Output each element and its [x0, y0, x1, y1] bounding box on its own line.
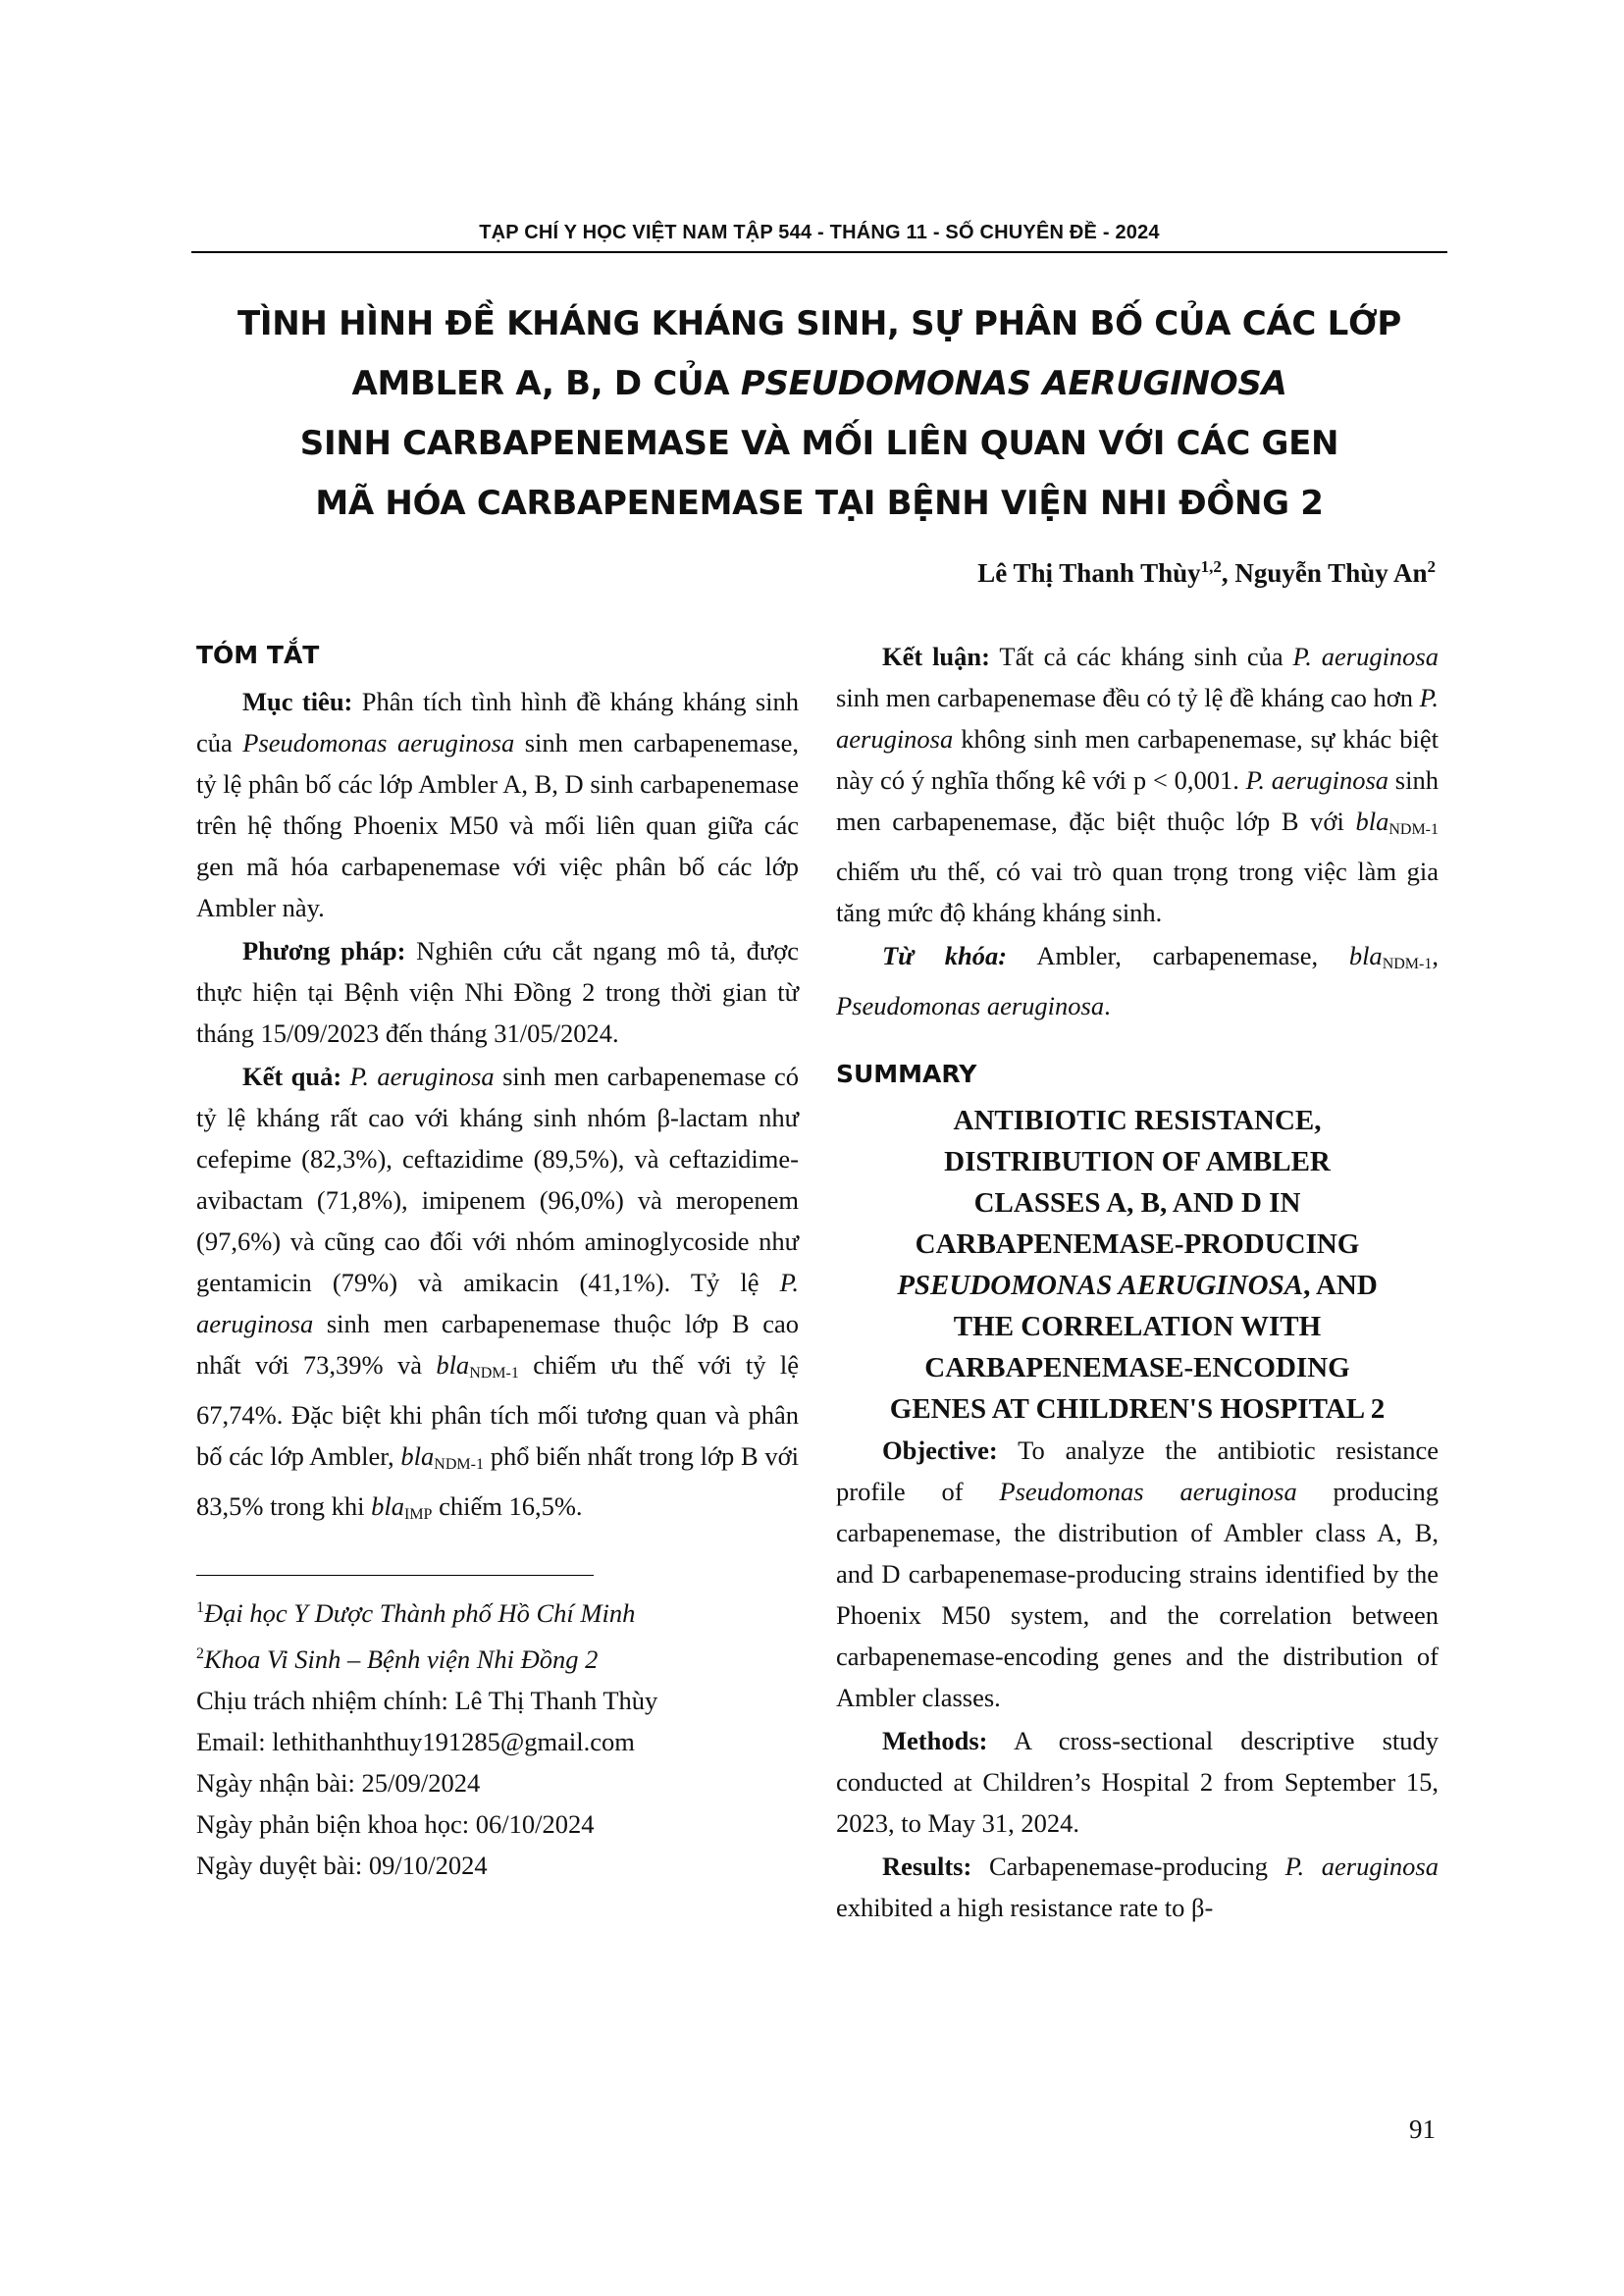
muc-tieu-text-2: sinh men carbapenemase, tỷ lệ phân bố các lớp Ambler A, B, D sinh carbapenemase trên hệ thống Phoenix M50 và mối liên quan giữa các gen mã hóa carbapenemase với việc phân bố các lớp Ambler này.	[196, 728, 799, 922]
author-2: Nguyễn Thùy An	[1234, 558, 1428, 588]
title-line-1: TÌNH HÌNH ĐỀ KHÁNG KHÁNG SINH, SỰ PHÂN BỐ CỦA CÁC LỚP	[237, 304, 1401, 343]
ket-luan-label: Kết luận:	[882, 642, 990, 671]
summary-title-line-5-tail: , AND	[1303, 1270, 1378, 1301]
phuong-phap-paragraph	[196, 930, 799, 1054]
methods-text: A cross-sectional descriptive study conducted at Children’s Hospital 2 from September 15, 2023, to May 31, 2024.	[836, 1726, 1439, 1838]
tom-tat-heading: TÓM TẮT	[196, 641, 320, 669]
summary-title-line-8: GENES AT CHILDREN'S HOSPITAL 2	[889, 1393, 1386, 1425]
tu-khoa-paragraph	[836, 935, 1439, 1026]
title-line-3: SINH CARBAPENEMASE VÀ MỐI LIÊN QUAN VỚI CÁC GEN	[299, 424, 1339, 463]
tu-khoa-label: Từ khóa:	[882, 941, 1008, 970]
title-line-2	[186, 354, 1452, 414]
ket-luan-species-1: P. aeruginosa	[1292, 642, 1439, 671]
footnote-2-text: Khoa Vi Sinh – Bệnh viện Nhi Đồng 2	[204, 1644, 599, 1674]
summary-title-line-6: THE CORRELATION WITH	[953, 1311, 1322, 1342]
tu-khoa-text-3: .	[1104, 991, 1111, 1020]
ket-qua-species-1: P. aeruginosa	[349, 1062, 495, 1091]
right-column	[836, 628, 1439, 1930]
author-2-affil: 2	[1427, 557, 1436, 576]
ket-luan-text-3: không sinh men carbapenemase, sự khác biệt này có ý nghĩa thống kê với p < 0,001.	[836, 724, 1439, 795]
article-title	[186, 294, 1452, 534]
ket-qua-text-4: phổ biến nhất trong lớp B với 83,5% trong khi	[196, 1441, 799, 1521]
tu-khoa-gene-sub: NDM-1	[1382, 956, 1433, 972]
ket-qua-label: Kết quả:	[242, 1062, 342, 1091]
results-paragraph	[836, 1846, 1439, 1928]
ket-luan-text-4: sinh men carbapenemase, đặc biệt thuộc lớp B với	[836, 765, 1439, 836]
summary-title-line-7: CARBAPENEMASE-ENCODING	[924, 1352, 1350, 1383]
summary-title	[836, 1100, 1439, 1430]
objective-text-2: producing carbapenemase, the distribution of Ambler class A, B, and D carbapenemase-producing strains identified by the Phoenix M50 system, and the correlation between carbapenemase-encoding genes and the distribution of Ambler classes.	[836, 1477, 1440, 1712]
ket-qua-text-3: chiếm ưu thế với tỷ lệ 67,74%. Đặc biệt khi phân tích mối tương quan và phân bố các lớp Ambler,	[196, 1350, 799, 1471]
left-column	[196, 628, 799, 1886]
muc-tieu-species: Pseudomonas aeruginosa	[242, 728, 515, 757]
gene-bla-1-sub: NDM-1	[469, 1365, 519, 1382]
ket-qua-text-5: chiếm 16,5%.	[432, 1491, 583, 1521]
tu-khoa-text-1: Ambler, carbapenemase,	[1007, 941, 1349, 970]
title-line-4: MÃ HÓA CARBAPENEMASE TẠI BỆNH VIỆN NHI ĐỒNG 2	[315, 484, 1324, 523]
objective-species: Pseudomonas aeruginosa	[999, 1477, 1297, 1506]
summary-title-line-1: ANTIBIOTIC RESISTANCE,	[953, 1105, 1322, 1136]
gene-bla-3: bla	[371, 1491, 404, 1521]
ket-qua-paragraph	[196, 1056, 799, 1536]
footnote-1-marker: 1	[196, 1599, 204, 1616]
objective-label: Objective:	[882, 1435, 998, 1465]
tu-khoa-species: Pseudomonas aeruginosa	[836, 991, 1105, 1020]
tu-khoa-text-2: ,	[1432, 941, 1439, 970]
muc-tieu-label: Mục tiêu:	[242, 687, 353, 716]
footnote-email[interactable]: Email: lethithanhthuy191285@gmail.com	[196, 1726, 635, 1756]
authors	[977, 557, 1436, 589]
summary-heading: SUMMARY	[836, 1060, 977, 1088]
ket-luan-species-2: P. aeruginosa	[836, 683, 1439, 754]
title-line-2a: AMBLER A, B, D CỦA	[351, 364, 741, 403]
footnote-2-marker: 2	[196, 1644, 204, 1662]
ket-luan-text-5: chiếm ưu thế, có vai trò quan trọng trong việc làm gia tăng mức độ kháng kháng sinh.	[836, 857, 1439, 927]
results-species: P. aeruginosa	[1284, 1852, 1439, 1881]
journal-header: TẠP CHÍ Y HỌC VIỆT NAM TẬP 544 - THÁNG 11 - SỐ CHUYÊN ĐỀ - 2024	[479, 222, 1160, 243]
summary-title-line-5	[836, 1265, 1439, 1306]
ket-luan-paragraph	[836, 636, 1439, 933]
methods-label: Methods:	[882, 1726, 988, 1755]
footnote-rule	[196, 1575, 594, 1576]
gene-bla-2: bla	[400, 1441, 435, 1471]
footnote-reviewed: Ngày phản biện khoa học: 06/10/2024	[196, 1808, 595, 1839]
footnote-corresponding: Chịu trách nhiệm chính: Lê Thị Thanh Thùy	[196, 1685, 658, 1715]
gene-bla-3-sub: IMP	[404, 1506, 433, 1523]
results-text-1: Carbapenemase-producing	[971, 1852, 1285, 1881]
methods-paragraph	[836, 1720, 1439, 1844]
author-1-affil: 1,2	[1200, 557, 1222, 576]
author-separator: ,	[1221, 558, 1235, 588]
footnote-affil-1	[196, 1588, 799, 1634]
tu-khoa-gene: bla	[1348, 941, 1383, 970]
gene-bla-2-sub: NDM-1	[434, 1456, 484, 1473]
ket-luan-gene: bla	[1355, 807, 1389, 836]
ket-luan-species-3: P. aeruginosa	[1245, 765, 1389, 795]
title-line-2b: PSEUDOMONAS AERUGINOSA	[740, 364, 1287, 403]
muc-tieu-text-1: Phân tích tình hình đề kháng kháng sinh của	[196, 687, 799, 757]
ket-luan-text-2: sinh men carbapenemase đều có tỷ lệ đề kháng cao hơn	[836, 683, 1420, 712]
ket-luan-gene-sub: NDM-1	[1388, 821, 1439, 838]
summary-title-line-3: CLASSES A, B, AND D IN	[973, 1187, 1301, 1219]
objective-text-1: To analyze the antibiotic resistance profile of	[836, 1435, 1439, 1506]
author-1: Lê Thị Thanh Thùy	[977, 558, 1201, 588]
page-number: 91	[1409, 2114, 1436, 2144]
objective-paragraph	[836, 1430, 1439, 1718]
phuong-phap-text: Nghiên cứu cắt ngang mô tả, được thực hiện tại Bệnh viện Nhi Đồng 2 trong thời gian từ tháng 15/09/2023 đến tháng 31/05/2024.	[196, 936, 799, 1048]
gene-bla-1: bla	[436, 1350, 470, 1380]
muc-tieu-paragraph	[196, 681, 799, 928]
summary-title-line-2: DISTRIBUTION OF AMBLER	[944, 1146, 1331, 1177]
phuong-phap-label: Phương pháp:	[242, 936, 406, 965]
ket-qua-text-2: sinh men carbapenemase thuộc lớp B cao nhất với 73,39% và	[196, 1309, 799, 1380]
ket-qua-species-2: P. aeruginosa	[196, 1268, 799, 1338]
header-rule	[191, 251, 1447, 253]
summary-title-species: PSEUDOMONAS AERUGINOSA	[897, 1270, 1304, 1301]
footnote-1-text: Đại học Y Dược Thành phố Hồ Chí Minh	[204, 1597, 636, 1628]
summary-title-line-4: CARBAPENEMASE-PRODUCING	[915, 1228, 1360, 1260]
ket-qua-text-1: sinh men carbapenemase có tỷ lệ kháng rất cao với kháng sinh nhóm β-lactam như cefepime (82,3%), ceftazidime (89,5%), và ceftazidime-avibactam (71,8%), imipenem (96,0%) và meropenem (97,6%) và cũng cao đối với nhóm aminoglycoside như gentamicin (79%) và amikacin (41,1%). Tỷ lệ	[196, 1062, 799, 1297]
results-text-2: exhibited a high resistance rate to β-	[836, 1893, 1214, 1922]
footnote-received: Ngày nhận bài: 25/09/2024	[196, 1767, 481, 1798]
footnote-affil-2	[196, 1634, 799, 1680]
footnote-accepted: Ngày duyệt bài: 09/10/2024	[196, 1850, 488, 1880]
results-label: Results:	[882, 1852, 972, 1881]
ket-luan-text-1: Tất cả các kháng sinh của	[990, 642, 1293, 671]
